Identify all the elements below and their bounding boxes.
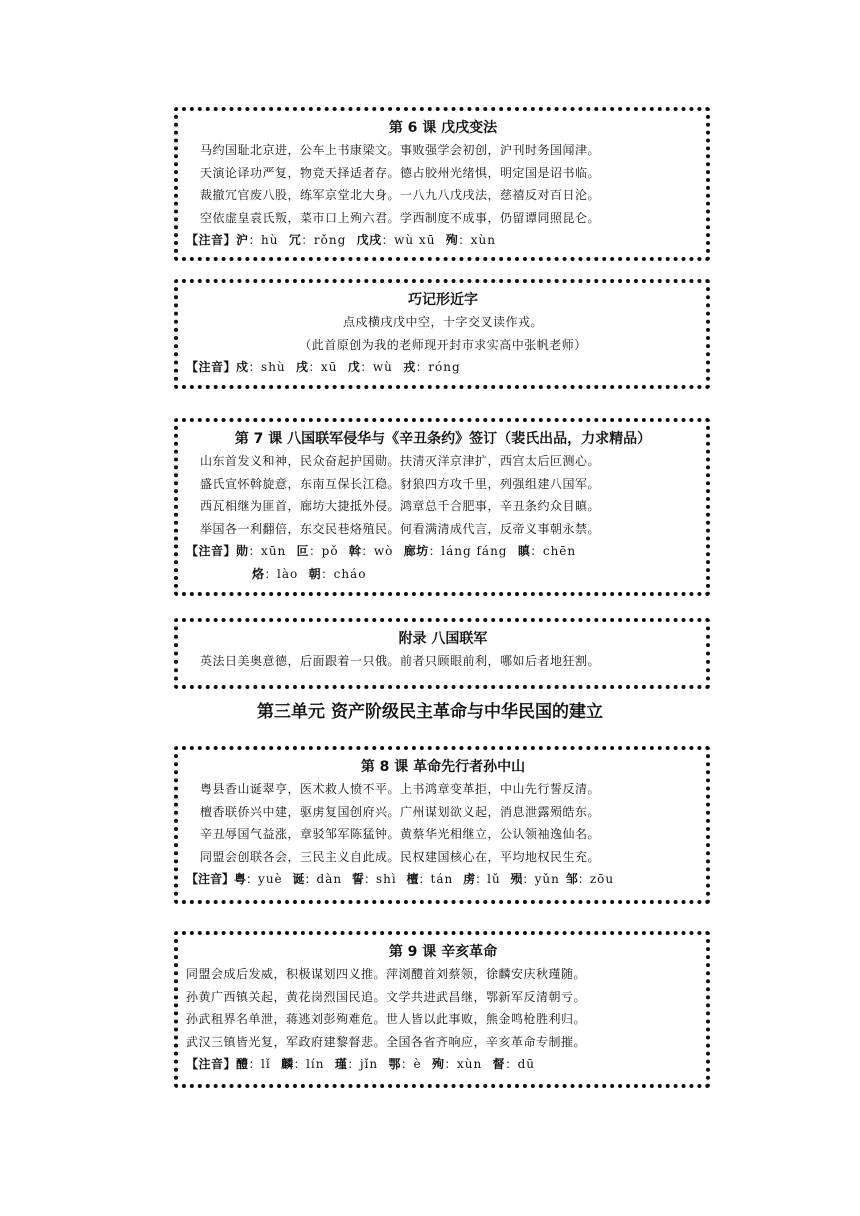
note-char: 诞 (292, 872, 305, 887)
poem-line: 马约国耻北京进，公车上书康梁文。事败强学会初创，沪刊时务国闻津。 (200, 143, 601, 157)
note-pinyin: wù xū (394, 233, 436, 248)
lesson-title: 第 9 课 辛亥革命 (388, 944, 498, 960)
note-char: 朝 (308, 566, 322, 581)
poem-line: 孙黄广西镇关起，黄花岗烈国民追。文学共进武昌继，鄂新军反清朝亏。 (186, 989, 587, 1004)
note-char: 叵 (296, 544, 310, 559)
pronunciation-note: 【注音】勋：xūn 叵：pǒ 斡：wò 廊坊：láng fáng 瞋：chēn (186, 544, 577, 559)
note-char: 廊坊 (403, 544, 429, 559)
note-label: 【注音】 (186, 544, 237, 559)
lesson-8-box (174, 746, 710, 904)
note-pinyin: tán (430, 872, 454, 887)
mnemonic-box (174, 279, 710, 389)
note-char: 督 (492, 1057, 506, 1072)
note-pinyin: pǒ (321, 544, 339, 559)
note-char: 冗 (288, 233, 302, 248)
note-label: 【注音】 (186, 872, 235, 887)
note-pinyin: chēn (542, 544, 577, 559)
poem-line: 裁撤冗官废八股，练军京堂北大身。一八九八戊戌法，慈禧反对百日沦。 (200, 188, 601, 203)
pronunciation-note: 【注音】醴：lǐ 麟：lín 瑾：jǐn 鄂：è 殉：xùn 督：dū (186, 1057, 535, 1072)
note-pinyin: lào (277, 566, 299, 581)
unit-heading: 第三单元 资产阶级民主革命与中华民国的建立 (257, 702, 603, 722)
note-char: 瑾 (334, 1057, 348, 1072)
appendix-box (174, 618, 710, 689)
note-pinyin: è (413, 1057, 422, 1072)
note-char: 戊 (347, 360, 361, 375)
note-char: 烙 (252, 566, 265, 581)
note-pinyin: lǔ (487, 872, 501, 887)
pronunciation-note: 【注音】沪：hù 冗：rǒng 戊戌：wù xū 殉：xùn (186, 233, 497, 248)
note-pinyin: lín (306, 1057, 325, 1072)
lesson-title: 第 6 课 戊戌变法 (388, 120, 498, 136)
note-label: 【注音】 (186, 360, 237, 375)
note-pinyin: xūn (261, 544, 287, 559)
note-char: 殒 (510, 872, 523, 887)
note-char: 戊戌 (356, 233, 382, 248)
note-pinyin: jǐn (359, 1057, 379, 1072)
pronunciation-note: 【注音】戍：shù 戌：xū 戊：wù 戎：róng (186, 360, 461, 375)
appendix-line: 英法日美奥意德，后面跟着一只俄。前者只顾眼前利，哪如后者地狂割。 (200, 654, 601, 668)
poem-line: 粤县香山诞翠亨，医术救人愤不平。上书鸿章变革拒，中山先行誓反清。 (200, 782, 601, 796)
poem-line: 同盟会创联各会，三民主义自此成。民权建国核心在，平均地权民生充。 (200, 849, 601, 864)
poem-line: 天演论译功严复，物竞天择适者存。德占胶州光绪惧，明定国是诏书临。 (200, 165, 601, 180)
note-label: 【注音】 (186, 233, 237, 248)
note-char: 醴 (236, 1057, 249, 1072)
note-char: 戌 (296, 360, 309, 375)
poem-line: 盛氏宣怀斡旋意，东南互保长江稳。豺狼四方攻千里，列强组建八国军。 (200, 476, 601, 491)
appendix-title: 附录 八国联军 (398, 631, 488, 647)
note-char: 虏 (463, 872, 476, 887)
pronunciation-note-continued: 烙：lào 朝：cháo (252, 566, 367, 581)
note-pinyin: yuè (258, 872, 283, 887)
poem-line: 同盟会成后发威，积极谋划四义推。萍浏醴首刘蔡领，徐麟安庆秋瑾随。 (186, 967, 587, 981)
lesson-7-box (174, 418, 710, 596)
note-char: 粤 (234, 872, 247, 887)
note-pinyin: shì (375, 872, 397, 887)
poem-line: 举国各一利翻倍，东交民巷烙殖民。何看满清成代言，反帝义事朝永禁。 (200, 521, 601, 536)
poem-line: 檀香联侨兴中建，驱虏复国创府兴。广州谋划欲义起，消息泄露殒皓东。 (200, 804, 601, 819)
note-pinyin: zōu (589, 872, 615, 887)
note-pinyin: róng (428, 360, 461, 375)
mnemonic-line: 点戍横戌戊中空，十字交叉读作戎。 (342, 315, 543, 329)
lesson-title: 第 8 课 革命先行者孙中山 (360, 759, 526, 775)
note-pinyin: láng fáng (441, 544, 508, 559)
lesson-9-box (174, 931, 710, 1088)
note-pinyin: shù (261, 360, 286, 375)
poem-line: 孙武租界名单泄，蒋逃刘彭殉难危。世人皆以此事败，熊金鸣枪胜利归。 (186, 1012, 587, 1027)
note-char: 勋 (236, 544, 249, 559)
note-char: 鄂 (388, 1057, 401, 1072)
poem-line: 辛丑辱国气益涨，章驳邹军陈猛钟。黄蔡华光相继立，公认领袖逸仙名。 (200, 827, 601, 842)
note-pinyin: yǔn (534, 872, 560, 887)
note-pinyin: wò (373, 544, 394, 559)
note-char: 殉 (431, 1057, 445, 1072)
note-pinyin: xùn (456, 1057, 483, 1072)
note-pinyin: xū (321, 360, 338, 375)
note-char: 戍 (236, 360, 249, 375)
note-char: 誓 (351, 872, 364, 887)
poem-line: 空依虚皇袁氏叛，菜市口上殉六君。学西制度不成事，仍留谭同照昆仑。 (200, 210, 601, 225)
note-char: 檀 (406, 872, 419, 887)
note-pinyin: wù (372, 360, 393, 375)
note-char: 殉 (445, 233, 459, 248)
lesson-title: 第 7 课 八国联军侵华与《辛丑条约》签订（裴氏出品，力求精品） (234, 431, 652, 447)
mnemonic-credit: （此首原创为我的老师现开封市求实高中张帆老师） (299, 337, 587, 352)
note-pinyin: dàn (316, 872, 343, 887)
note-pinyin: lǐ (261, 1057, 271, 1072)
note-char: 斡 (348, 544, 362, 559)
note-label: 【注音】 (186, 1057, 237, 1072)
poem-line: 武汉三镇皆光复，军政府建黎督悲。全国各省齐响应，辛亥革命专制摧。 (186, 1034, 587, 1049)
note-pinyin: rǒng (313, 233, 347, 248)
note-pinyin: dū (517, 1057, 535, 1072)
lesson-6-box (174, 107, 710, 261)
note-char: 戎 (403, 360, 416, 375)
note-char: 麟 (281, 1057, 294, 1072)
poem-line: 西瓦相继为匪首，廊坊大捷抵外侵。鸿章总千合肥事，辛丑条约众目瞋。 (200, 499, 601, 514)
note-pinyin: hù (261, 233, 279, 248)
mnemonic-title: 巧记形近字 (408, 292, 478, 308)
note-char: 沪 (236, 233, 249, 248)
note-pinyin: xùn (470, 233, 497, 248)
note-char: 邹 (565, 872, 578, 887)
note-pinyin: cháo (333, 566, 367, 581)
pronunciation-note: 【注音】粤：yuè 诞：dàn 誓：shì 檀：tán 虏：lǔ 殒：yǔn 邹：zōu (186, 872, 615, 887)
poem-line: 山东首发义和神，民众奋起护国勋。扶清灭洋京津扩，西宫太后叵测心。 (200, 454, 601, 468)
note-char: 瞋 (517, 544, 531, 559)
